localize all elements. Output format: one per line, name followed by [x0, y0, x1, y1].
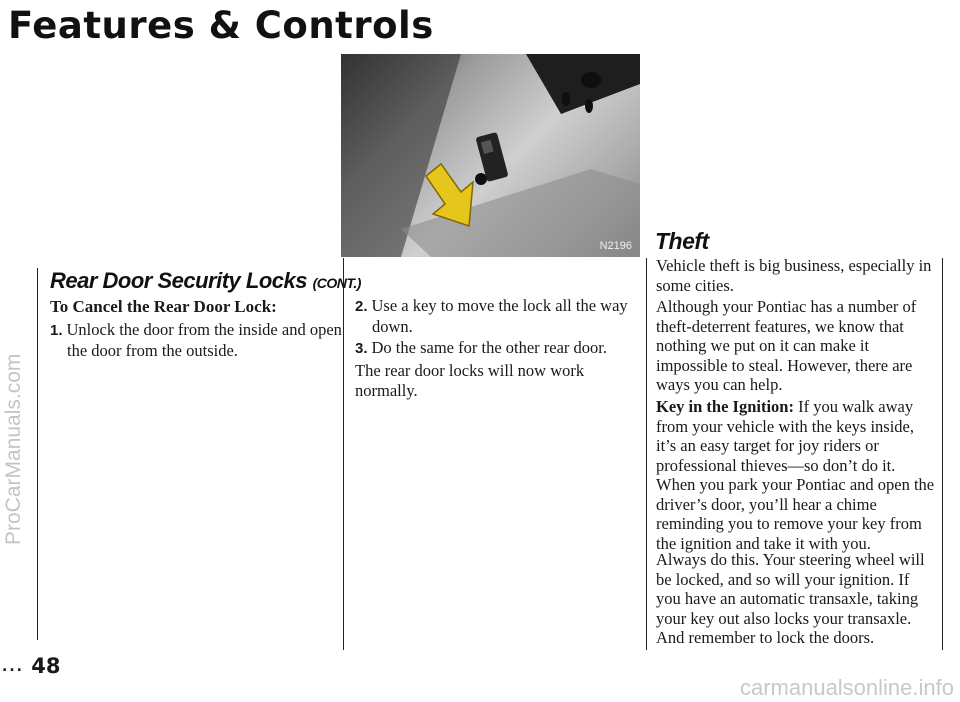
- middle-step-2: [355, 296, 652, 336]
- step-number: 2.: [355, 298, 368, 315]
- left-heading-cont: (CONT.): [312, 275, 361, 291]
- page-number-dots: ...: [2, 659, 24, 675]
- left-section-heading: [50, 268, 361, 294]
- theft-paragraph-3: [656, 397, 936, 553]
- door-lock-illustration: [341, 54, 640, 257]
- key-in-ignition-label: Key in the Ignition:: [656, 397, 794, 416]
- theft-paragraph-1: Vehicle theft is big business, especially in some cities.: [656, 256, 932, 295]
- theft-heading: Theft: [655, 228, 709, 254]
- side-watermark: ProCarManuals.com: [2, 353, 25, 545]
- bottom-watermark: carmanualsonline.info: [739, 675, 954, 700]
- column-rule-right-b: [942, 258, 943, 650]
- left-step-1: [50, 320, 347, 360]
- key-in-ignition-text: If you walk away from your vehicle with the keys inside, it’s an easy target for joy riders or professional thieves—so don’t do it. When you park your Pontiac and open the driver’s door, you’ll hear a chime reminding you to remove your key from the ignition and take it with you.: [656, 397, 935, 553]
- middle-paragraph: The rear door locks will now work normally.: [355, 361, 585, 400]
- left-subheading: To Cancel the Rear Door Lock:: [50, 297, 277, 316]
- page-number-value: 48: [31, 654, 61, 678]
- step-text: Use a key to move the lock all the way down.: [371, 296, 628, 336]
- step-number: 3.: [355, 340, 368, 357]
- page-number: [2, 654, 61, 678]
- theft-paragraph-4: Always do this. Your steering wheel will be locked, and so will your ignition. If you have an automatic transaxle, taking your key out also locks your transaxle. And remember to lock the doors.: [656, 550, 925, 647]
- step-text: Do the same for the other rear door.: [371, 338, 608, 357]
- left-heading-text: Rear Door Security Locks: [50, 268, 307, 293]
- photo-code: N2196: [599, 240, 632, 252]
- step-text: Unlock the door from the inside and open the door from the outside.: [66, 320, 342, 360]
- theft-paragraph-2: Although your Pontiac has a number of theft-deterrent features, we know that nothing we put on it can make it impossible to steal. However, there are ways you can help.: [656, 297, 917, 394]
- column-rule-left: [37, 268, 38, 640]
- column-rule-middle: [343, 258, 344, 650]
- door-lock-photo: [341, 54, 640, 257]
- page-title: Features & Controls: [8, 4, 434, 47]
- middle-step-3: [355, 338, 657, 359]
- step-number: 1.: [50, 322, 63, 339]
